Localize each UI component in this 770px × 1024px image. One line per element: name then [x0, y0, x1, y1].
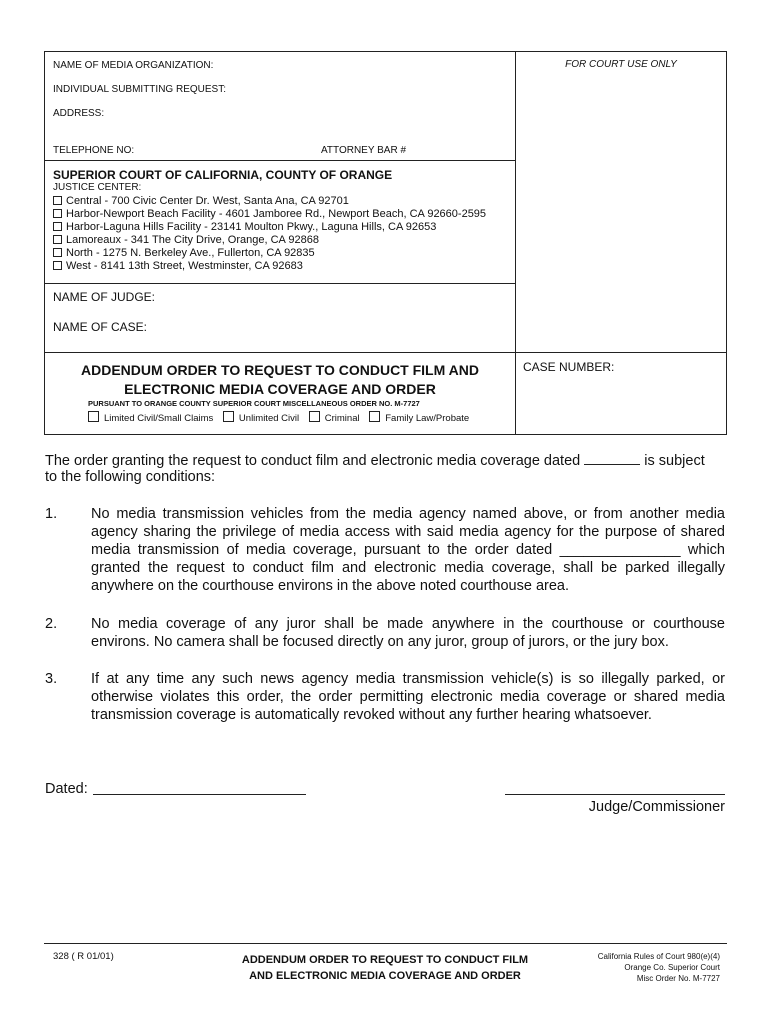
justice-center-label: JUSTICE CENTER: [53, 182, 142, 193]
form-number: 328 ( R 01/01) [53, 951, 114, 962]
attorney-bar-label: ATTORNEY BAR # [321, 145, 407, 156]
location-north: North - 1275 N. Berkeley Ave., Fullerton, CA 92835 [53, 247, 486, 260]
judge-name-label: NAME OF JUDGE: [53, 290, 156, 304]
judge-commissioner-label: Judge/Commissioner [588, 799, 725, 815]
case-type-family-law: Family Law/Probate [369, 413, 469, 424]
location-harbor-laguna: Harbor-Laguna Hills Facility - 23141 Moulton Pkwy., Laguna Hills, CA 92653 [53, 221, 486, 234]
condition-3 [45, 670, 725, 726]
court-title: SUPERIOR COURT OF CALIFORNIA, COUNTY OF ORANGE [53, 168, 393, 182]
court-use-only-label: FOR COURT USE ONLY [565, 59, 677, 70]
order-title-line1: ADDENDUM ORDER TO REQUEST TO CONDUCT FILM AND [81, 362, 479, 378]
condition-1-number: 1. [45, 506, 58, 522]
location-lamoreaux: Lamoreaux - 341 The City Drive, Orange, CA 92868 [53, 234, 486, 247]
condition-2 [45, 615, 725, 653]
footer-rule-1: California Rules of Court 980(e)(4) [597, 952, 720, 961]
pursuant-text: PURSUANT TO ORANGE COUNTY SUPERIOR COURT MISCELLANEOUS ORDER NO. M-7727 [88, 399, 420, 408]
order-date-blank[interactable] [584, 450, 640, 465]
case-type-unlimited-civil: Unlimited Civil [223, 413, 299, 424]
footer-title-line1: ADDENDUM ORDER TO REQUEST TO CONDUCT FILM [241, 954, 529, 966]
location-harbor-newport: Harbor-Newport Beach Facility - 4601 Jamboree Rd., Newport Beach, CA 92660-2595 [53, 208, 486, 221]
condition-1-text: No media transmission vehicles from the media agency named above, or from another media agency sharing the privilege of media access with said media agency for the purpose of shared media transmission of media coverage, pursuant to the order dated _______________ which granted the request to conduct film and electronic media coverage, shall be parked illegally anywhere on the courthouse environs in the above noted courthouse area. [91, 506, 725, 594]
order-title-line2: ELECTRONIC MEDIA COVERAGE AND ORDER [124, 381, 436, 397]
condition-2-number: 2. [45, 616, 58, 632]
condition-3-number: 3. [45, 671, 58, 687]
location-central-checkbox[interactable] [53, 196, 62, 205]
location-west: West - 8141 13th Street, Westminster, CA 92683 [53, 260, 486, 273]
footer-rule-2: Orange Co. Superior Court [624, 963, 720, 972]
telephone-label: TELEPHONE NO: [53, 145, 135, 156]
location-west-checkbox[interactable] [53, 261, 62, 270]
intro-line-2: to the following conditions: [45, 469, 216, 485]
location-harbor-newport-checkbox[interactable] [53, 209, 62, 218]
condition-2-text: No media coverage of any juror shall be made anywhere in the courthouse or courthouse environs. No camera shall be focused directly on any juror, group of jurors, or the jury box. [91, 616, 725, 650]
footer-title-line2: AND ELECTRONIC MEDIA COVERAGE AND ORDER [249, 970, 521, 982]
case-type-criminal: Criminal [309, 413, 360, 424]
case-name-label: NAME OF CASE: [53, 320, 148, 334]
limited-civil-checkbox[interactable] [88, 411, 99, 422]
case-number-label: CASE NUMBER: [523, 360, 615, 374]
intro-line-1: The order granting the request to conduct film and electronic media coverage dated is subject [45, 450, 705, 470]
footer-divider [44, 943, 727, 944]
dated-label: Dated: [45, 781, 88, 797]
media-organization-label: NAME OF MEDIA ORGANIZATION: [53, 60, 214, 71]
location-central: Central - 700 Civic Center Dr. West, Santa Ana, CA 92701 [53, 195, 486, 208]
location-lamoreaux-checkbox[interactable] [53, 235, 62, 244]
family-law-checkbox[interactable] [369, 411, 380, 422]
order-title [45, 361, 515, 399]
address-label: ADDRESS: [53, 108, 105, 119]
case-type-limited-civil: Limited Civil/Small Claims [88, 413, 213, 424]
footer-rules [560, 951, 720, 984]
location-harbor-laguna-checkbox[interactable] [53, 222, 62, 231]
criminal-checkbox[interactable] [309, 411, 320, 422]
footer-rule-3: Misc Order No. M-7727 [636, 974, 720, 983]
footer-title [200, 952, 570, 984]
individual-submitting-label: INDIVIDUAL SUBMITTING REQUEST: [53, 84, 226, 95]
unlimited-civil-checkbox[interactable] [223, 411, 234, 422]
case-type-options [88, 411, 469, 424]
judge-signature-line[interactable] [505, 794, 725, 795]
condition-3-text: If at any time any such news agency media transmission vehicle(s) is so illegally parked, or otherwise violates this order, the order permitting electronic media coverage or shared media transmission coverage is automatically revoked without any further hearing whatsoever. [91, 671, 725, 723]
justice-center-list [53, 195, 486, 273]
dated-line[interactable] [93, 794, 306, 795]
location-north-checkbox[interactable] [53, 248, 62, 257]
condition-1 [45, 505, 725, 597]
